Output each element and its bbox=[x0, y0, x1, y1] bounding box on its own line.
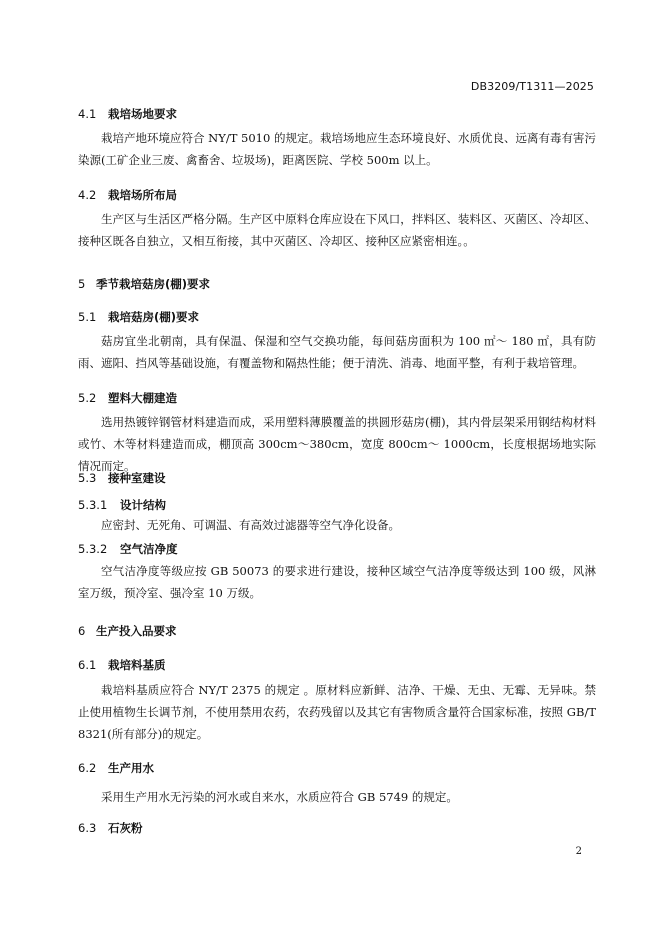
section-paragraph: 菇房宜坐北朝南，具有保温、保湿和空气交换功能，每间菇房面积为 100 ㎡～ 180 ㎡，具有防雨、遮阳、挡风等基础设施，有覆盖物和隔热性能；便于清洗、消毒、地面平整，有利于栽培管理。 bbox=[78, 334, 596, 370]
section-title: 栽培场所布局 bbox=[108, 188, 177, 202]
section-title: 石灰粉 bbox=[108, 821, 143, 835]
section-paragraph: 栽培产地环境应符合 NY/T 5010 的规定。栽培场地应生态环境良好、水质优良、远离有毒有害污染源(工矿企业三废、禽畜舍、垃圾场)，距离医院、学校 500m 以上。 bbox=[78, 131, 596, 167]
document-code: DB3209/T1311—2025 bbox=[470, 80, 594, 93]
section-number: 5.2 bbox=[78, 391, 97, 405]
section-title: 塑料大棚建造 bbox=[108, 391, 177, 405]
section-number: 4.1 bbox=[78, 107, 97, 121]
section-heading bbox=[78, 390, 177, 406]
section-paragraph: 采用生产用水无污染的河水或自来水，水质应符合 GB 5749 的规定。 bbox=[101, 790, 458, 804]
section-number: 6.2 bbox=[78, 761, 97, 775]
section-heading bbox=[78, 623, 177, 639]
section-number: 5.3 bbox=[78, 471, 97, 485]
section-heading bbox=[78, 187, 177, 203]
section-title: 栽培场地要求 bbox=[108, 107, 177, 121]
section-heading bbox=[78, 541, 178, 557]
section-number: 5.3.1 bbox=[78, 498, 108, 512]
section-paragraph: 应密封、无死角、可调温、有高效过滤器等空气净化设备。 bbox=[101, 518, 400, 532]
section-heading bbox=[78, 276, 210, 292]
section-paragraph: 栽培料基质应符合 NY/T 2375 的规定 。原材料应新鲜、洁净、干燥、无虫、无霉、无异味。禁止使用植物生长调节剂，不使用禁用农药，农药残留以及其它有害物质含量符合国家标准，按照 GB/T 8321(所有部分)的规定。 bbox=[78, 683, 596, 741]
section-heading bbox=[78, 760, 154, 776]
section-title: 设计结构 bbox=[120, 498, 166, 512]
section-number: 4.2 bbox=[78, 188, 97, 202]
section-number: 5.3.2 bbox=[78, 542, 108, 556]
section-number: 6 bbox=[78, 624, 86, 638]
section-paragraph: 选用热镀锌钢管材料建造而成，采用塑料薄膜覆盖的拱圆形菇房(棚)，其内骨层架采用钢结构材料或竹、木等材料建造而成，棚顶高 300cm～380cm，宽度 800cm～ 1000cm，长度根据场地实际情况而定。 bbox=[78, 415, 596, 473]
section-title: 栽培料基质 bbox=[108, 658, 166, 672]
section-heading bbox=[78, 820, 143, 836]
section-heading bbox=[78, 497, 166, 513]
section-title: 空气洁净度 bbox=[120, 542, 178, 556]
section-title: 季节栽培菇房(棚)要求 bbox=[96, 277, 211, 291]
section-number: 6.3 bbox=[78, 821, 97, 835]
section-heading bbox=[78, 106, 177, 122]
section-title: 接种室建设 bbox=[108, 471, 166, 485]
page-number: 2 bbox=[575, 846, 582, 857]
section-title: 栽培菇房(棚)要求 bbox=[108, 310, 200, 324]
section-number: 5.1 bbox=[78, 310, 97, 324]
section-heading bbox=[78, 657, 166, 673]
section-paragraph: 生产区与生活区严格分隔。生产区中原料仓库应设在下风口，拌料区、装料区、灭菌区、冷却区、接种区既各自独立，又相互衔接，其中灭菌区、冷却区、接种区应紧密相连。。 bbox=[78, 212, 596, 248]
section-number: 5 bbox=[78, 277, 86, 291]
section-title: 生产投入品要求 bbox=[96, 624, 177, 638]
section-title: 生产用水 bbox=[108, 761, 154, 775]
section-heading bbox=[78, 470, 166, 486]
section-paragraph: 空气洁净度等级应按 GB 50073 的要求进行建设，接种区域空气洁净度等级达到 100 级，风淋室万级，预冷室、强冷室 10 万级。 bbox=[78, 564, 596, 600]
section-heading bbox=[78, 309, 199, 325]
section-number: 6.1 bbox=[78, 658, 97, 672]
